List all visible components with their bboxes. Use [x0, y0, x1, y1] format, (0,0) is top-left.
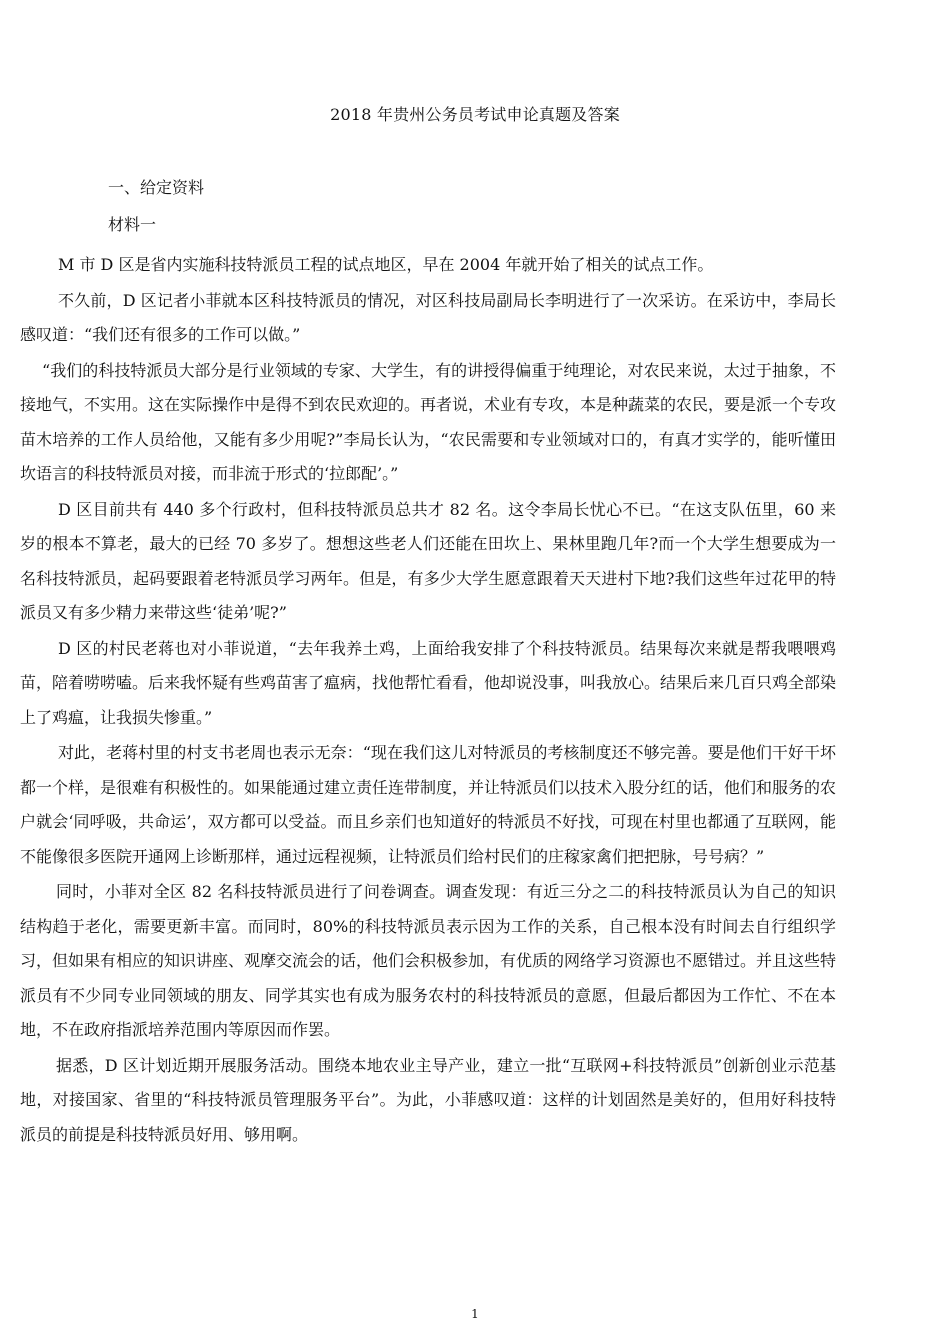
material-heading: 材料一	[108, 215, 157, 234]
document-body	[20, 248, 836, 1153]
paragraph-7: 同时，小菲对全区 82 名科技特派员进行了问卷调查。调查发现：有近三分之二的科技特派员认为自己的知识结构趋于老化，需要更新丰富。而同时，80%的科技特派员表示因为工作的关系，自己根本没有时间去自行组织学习，但如果有相应的知识讲座、观摩交流会的话，他们会积极参加，有优质的网络学习资源也不愿错过。并且这些特派员有不少同专业同领域的朋友、同学其实也有成为服务农村的科技特派员的意愿，但最后都因为工作忙、不在本地，不在政府指派培养范围内等原因而作罢。	[20, 882, 837, 1039]
page-number: 1	[471, 1307, 479, 1321]
section-heading: 一、给定资料	[108, 178, 205, 197]
paragraph-3: “我们的科技特派员大部分是行业领域的专家、大学生，有的讲授得偏重于纯理论，对农民来说，太过于抽象，不接地气，不实用。这在实际操作中是得不到农民欢迎的。再者说，术业有专攻，本是种蔬菜的农民，要是派一个专攻苗木培养的工作人员给他，又能有多少用呢?”李局长认为，“农民需要和专业领域对口的，有真才实学的，能听懂田坎语言的科技特派员对接，而非流于形式的‘拉郎配’。”	[20, 360, 837, 483]
paragraph-1: M 市 D 区是省内实施科技特派员工程的试点地区，早在 2004 年就开始了相关的试点工作。	[58, 255, 714, 274]
paragraph-5: D 区的村民老蒋也对小菲说道，“去年我养土鸡，上面给我安排了个科技特派员。结果每次来就是帮我喂喂鸡苗，陪着唠唠嗑。后来我怀疑有些鸡苗害了瘟病，找他帮忙看看，他却说没事，叫我放心。结果后来几百只鸡全部染上了鸡瘟，让我损失惨重。”	[20, 638, 837, 727]
document-title: 2018 年贵州公务员考试申论真题及答案	[330, 105, 620, 124]
paragraph-8: 据悉，D 区计划近期开展服务活动。围绕本地农业主导产业，建立一批“互联网+科技特派员”创新创业示范基地，对接国家、省里的“科技特派员管理服务平台”。为此，小菲感叹道：这样的计划固然是美好的，但用好科技特派员的前提是科技特派员好用、够用啊。	[20, 1055, 836, 1144]
paragraph-2: 不久前，D 区记者小菲就本区科技特派员的情况，对区科技局副局长李明进行了一次采访。在采访中，李局长感叹道：“我们还有很多的工作可以做。”	[20, 290, 836, 344]
paragraph-4: D 区目前共有 440 多个行政村，但科技特派员总共才 82 名。这令李局长忧心不已。“在这支队伍里，60 来岁的根本不算老，最大的已经 70 多岁了。想想这些老人们还能在田坎上、果林里跑几年?而一个大学生想要成为一名科技特派员，起码要跟着老特派员学习两年。但是，有多少大学生愿意跟着天天进村下地?我们这些年过花甲的特派员又有多少精力来带这些‘徒弟’呢?”	[20, 499, 836, 622]
paragraph-6: 对此，老蒋村里的村支书老周也表示无奈：“现在我们这儿对特派员的考核制度还不够完善。要是他们干好干坏都一个样，是很难有积极性的。如果能通过建立责任连带制度，并让特派员们以技术入股分红的话，他们和服务的农户就会‘同呼吸，共命运’，双方都可以受益。而且乡亲们也知道好的特派员不好找，可现在村里也都通了互联网，能不能像很多医院开通网上诊断那样，通过远程视频，让特派员们给村民们的庄稼家禽们把把脉，号号病？”	[20, 743, 837, 866]
